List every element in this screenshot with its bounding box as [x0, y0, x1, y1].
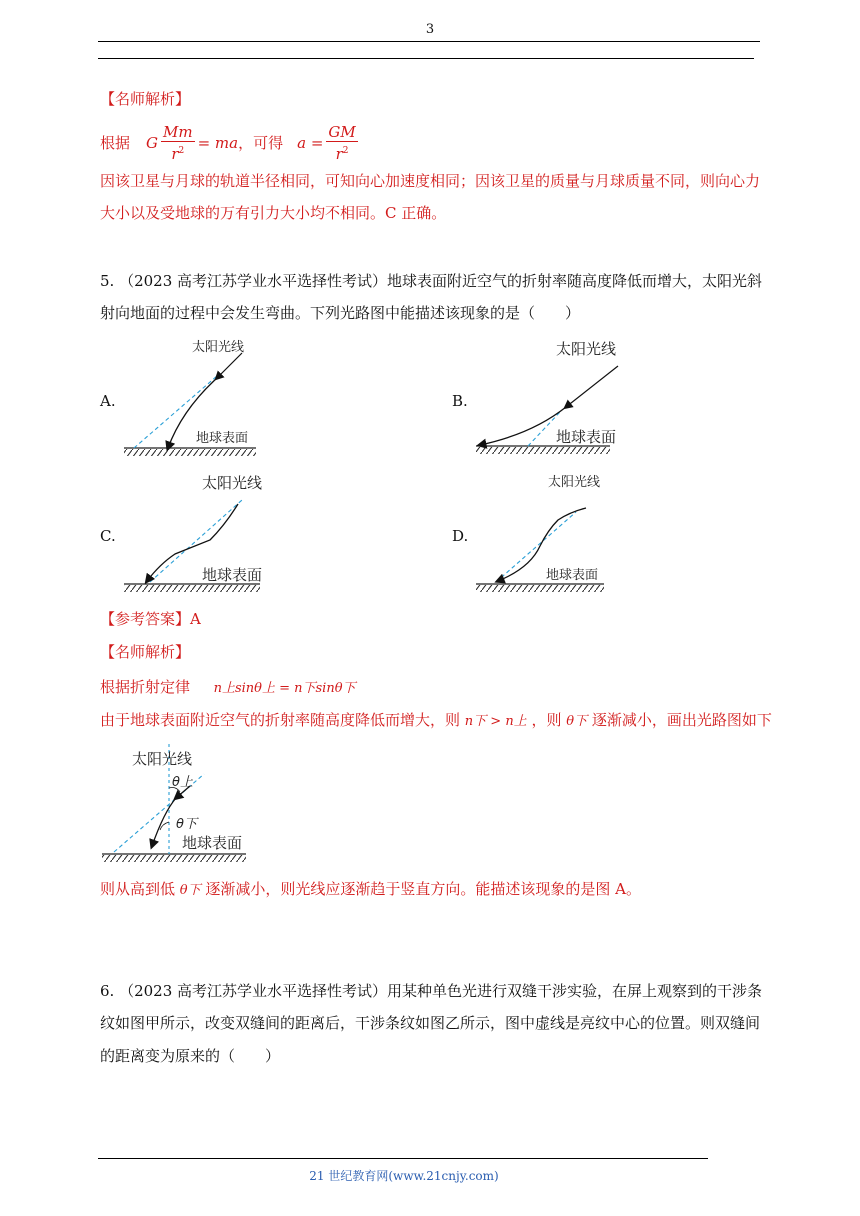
eq2-numerator: GM — [328, 123, 356, 141]
fig-b-sun-label: 太阳光线 — [556, 340, 617, 358]
analysis-5-heading: 【名师解析】 — [100, 643, 191, 661]
question-5-line-2: 射向地面的过程中会发生弯曲。下列光路图中能描述该现象的是（ ） — [100, 304, 581, 322]
question-5-line-1: 5. （2023 高考江苏学业水平选择性考试）地球表面附近空气的折射率随高度降低而增大，太阳光斜 — [100, 272, 763, 290]
question-6-line-3: 的距离变为原来的（ ） — [100, 1047, 281, 1065]
refraction-law-line — [100, 676, 356, 700]
fig-a-ground-label: 地球表面 — [196, 431, 249, 446]
fig-c-sun-label: 太阳光线 — [202, 474, 263, 492]
question-6-line-1: 6. （2023 高考江苏学业水平选择性考试）用某种单色光进行双缝干涉实验，在屏上观察到的干涉条 — [100, 982, 763, 1000]
theta-down-label: θ下 — [176, 817, 197, 832]
analysis-ground-label: 地球表面 — [182, 834, 243, 852]
analysis-line-1: 因该卫星与月球的轨道半径相同，可知向心加速度相同；因该卫星的质量与月球质量不同，则向心力 — [100, 172, 761, 190]
law-prefix: 根据折射定律 — [100, 678, 191, 696]
reason-text-c: ，则 — [531, 711, 562, 729]
option-b-label: B. — [452, 392, 468, 410]
analysis-heading: 【名师解析】 — [100, 90, 191, 108]
footer-rule — [98, 1158, 708, 1159]
analysis-sun-label: 太阳光线 — [132, 750, 193, 768]
conclusion-theta: θ下 — [179, 883, 201, 898]
reason-theta: θ下 — [566, 714, 588, 729]
conclusion-line — [100, 878, 641, 902]
eq2-fraction: $\frac{GM}{r^2}$ — [328, 123, 356, 163]
separator-text: ，可得 — [238, 134, 284, 152]
eq1-fraction: $\frac{Mm}{r^2}$ — [163, 123, 193, 163]
figure-c — [120, 470, 280, 592]
conclusion-text-a: 则从高到低 — [100, 880, 176, 898]
fig-c-ground-label: 地球表面 — [202, 566, 263, 584]
reason-inequality: n下 > n上 — [464, 714, 527, 729]
fig-b-ground-label: 地球表面 — [556, 428, 617, 446]
law-formula: n上sinθ上 = n下sinθ下 — [213, 681, 356, 696]
basis-word: 根据 — [100, 134, 131, 152]
analysis-line-2: 大小以及受地球的万有引力大小均不相同。C 正确。 — [100, 204, 447, 222]
figure-b — [470, 332, 630, 458]
reason-text-e: 逐渐减小，画出光路图如下 — [591, 711, 772, 729]
header-rule-bottom — [98, 58, 754, 59]
answer-heading: 【参考答案】A — [100, 610, 201, 628]
eq1-rhs: = ma — [197, 134, 239, 152]
page-number: 3 — [425, 22, 435, 37]
question-6-line-2: 纹如图甲所示，改变双缝间的距离后，干涉条纹如图乙所示，图中虚线是亮纹中心的位置。则双缝间 — [100, 1014, 761, 1032]
fig-a-sun-label: 太阳光线 — [192, 340, 245, 355]
fig-d-sun-label: 太阳光线 — [548, 475, 601, 490]
eq1-numerator: Mm — [163, 123, 193, 141]
eq2-denominator: r — [335, 145, 343, 163]
eq1-denominator: r — [171, 145, 179, 163]
reason-line — [100, 709, 772, 733]
option-d-label: D. — [452, 527, 469, 545]
header-rule-top — [98, 41, 760, 42]
theta-up-label: θ上 — [172, 775, 193, 790]
footer-link[interactable]: 21 世纪教育网(www.21cnjy.com) — [309, 1169, 499, 1183]
eq1-G: G — [146, 134, 158, 152]
reason-text-a: 由于地球表面附近空气的折射率随高度降低而增大，则 — [100, 711, 461, 729]
analysis-figure — [100, 740, 260, 862]
figure-a — [120, 338, 280, 458]
option-c-label: C. — [100, 527, 116, 545]
fig-d-ground-label: 地球表面 — [546, 568, 599, 583]
figure-d — [470, 470, 620, 592]
option-a-label: A. — [100, 392, 116, 410]
equation-line — [100, 120, 358, 166]
eq2-lhs: a = — [297, 134, 324, 152]
conclusion-text-c: 逐渐减小，则光线应逐渐趋于竖直方向。能描述该现象的是图 A。 — [205, 880, 642, 898]
